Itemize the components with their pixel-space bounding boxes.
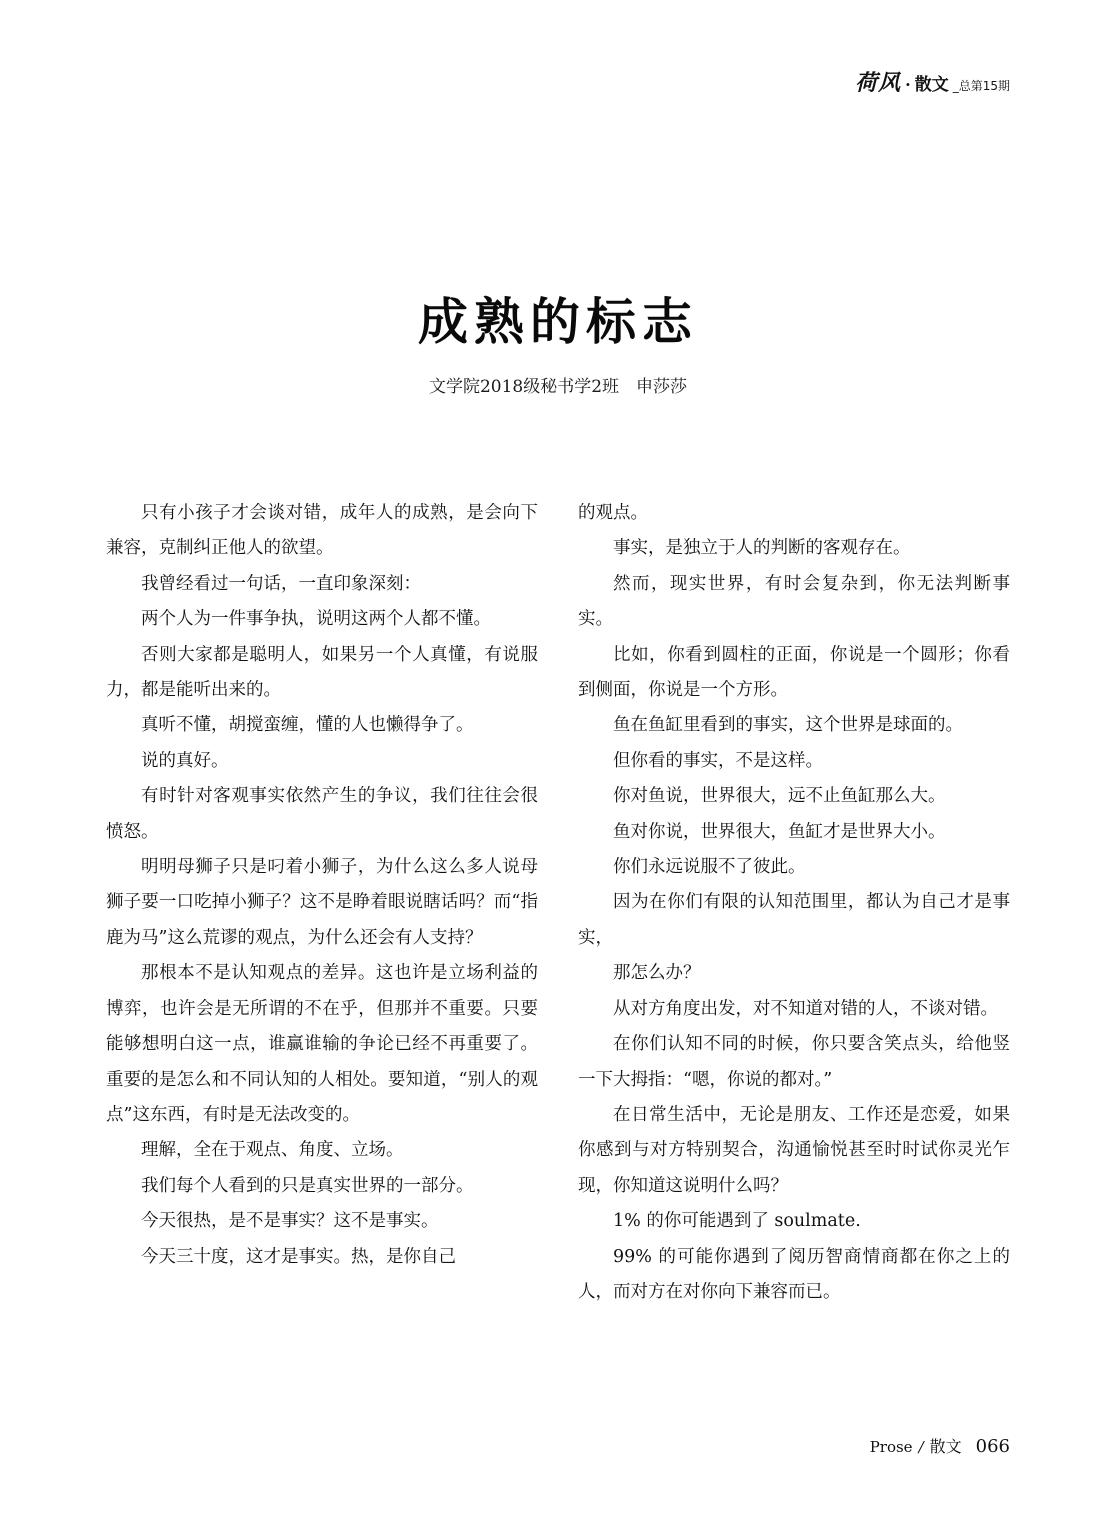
left-column [106,496,538,1275]
article-title: 成熟的标志 [418,293,698,351]
running-header [855,66,1010,97]
header-section: 散文 [914,75,949,95]
paragraph: 两个人为一件事争执，说明这两个人都不懂。 [141,609,491,630]
paragraph: 事实，是独立于人的判断的客观存在。 [613,538,911,559]
paragraph: 那怎么办？ [613,963,701,984]
paragraph: 那根本不是认知观点的差异。这也许是立场利益的博弈，也许会是无所谓的不在乎，但那并不重要。只要能够想明白这一点，谁赢谁输的争论已经不再重要了。重要的是怎么和不同认知的人相处。要知道，“别人的观点”这东西，有时是无法改变的。 [106,963,538,1125]
paragraph: 你对鱼说，世界很大，远不止鱼缸那么大。 [613,786,946,807]
paragraph: 鱼在鱼缸里看到的事实，这个世界是球面的。 [613,715,963,736]
magazine-name: 荷风 [855,70,902,96]
paragraph: 有时针对客观事实依然产生的争议，我们往往会很愤怒。 [106,786,538,842]
page-number: 066 [975,1436,1010,1457]
paragraph: 因为在你们有限的认知范围里，都认为自己才是事实， [578,892,1010,948]
paragraph: 我们每个人看到的只是真实世界的一部分。 [141,1175,474,1196]
footer-slash: / [918,1438,924,1456]
footer-section-label: 散文 [929,1437,962,1456]
paragraph: 你们永远说服不了彼此。 [613,857,806,878]
paragraph: 今天三十度，这才是事实。热，是你自己 [141,1246,456,1267]
paragraph: 真听不懂，胡搅蛮缠，懂的人也懒得争了。 [141,715,474,736]
paragraph: 1% 的你可能遇到了 soulmate. [613,1211,861,1232]
article-author: 文学院2018级秘书学2班 申莎莎 [428,377,688,397]
paragraph: 但你看的事实，不是这样。 [613,750,823,771]
paragraph: 然而，现实世界，有时会复杂到，你无法判断事实。 [578,573,1010,630]
paragraph: 我曾经看过一句话，一直印象深刻： [141,573,421,594]
paragraph: 今天很热，是不是事实？这不是事实。 [141,1211,439,1232]
paragraph: 比如，你看到圆柱的正面，你说是一个圆形；你看到侧面，你说是一个方形。 [578,644,1010,701]
right-column [578,496,1010,1310]
paragraph: 从对方角度出发，对不知道对错的人，不谈对错。 [613,998,998,1019]
paragraph: 在你们认知不同的时候，你只要含笑点头，给他竖一下大拇指：“嗯，你说的都对。” [578,1034,1010,1090]
page-footer [870,1434,1010,1457]
header-dot: · [905,75,911,94]
footer-prose-label: Prose [869,1438,913,1456]
paragraph-continuation: 的观点。 [578,503,648,523]
paragraph: 理解，全在于观点、角度、立场。 [141,1140,404,1161]
paragraph: 否则大家都是聪明人，如果另一个人真懂，有说服力，都是能听出来的。 [106,644,538,701]
paragraph: 说的真好。 [141,750,229,771]
paragraph: 只有小孩子才会谈对错，成年人的成熟，是会向下兼容，克制纠正他人的欲望。 [106,503,538,559]
paragraph: 99% 的可能你遇到了阅历智商情商都在你之上的人，而对方在对你向下兼容而已。 [578,1246,1010,1302]
header-issue: _总第15期 [952,79,1010,93]
paragraph: 明明母狮子只是叼着小狮子，为什么这么多人说母狮子要一口吃掉小狮子？这不是睁着眼说瞎话吗？而“指鹿为马”这么荒谬的观点，为什么还会有人支持？ [106,857,538,948]
paragraph: 在日常生活中，无论是朋友、工作还是恋爱，如果你感到与对方特别契合，沟通愉悦甚至时时试你灵光乍现，你知道这说明什么吗？ [578,1104,1010,1196]
paragraph: 鱼对你说，世界很大，鱼缸才是世界大小。 [613,821,946,842]
